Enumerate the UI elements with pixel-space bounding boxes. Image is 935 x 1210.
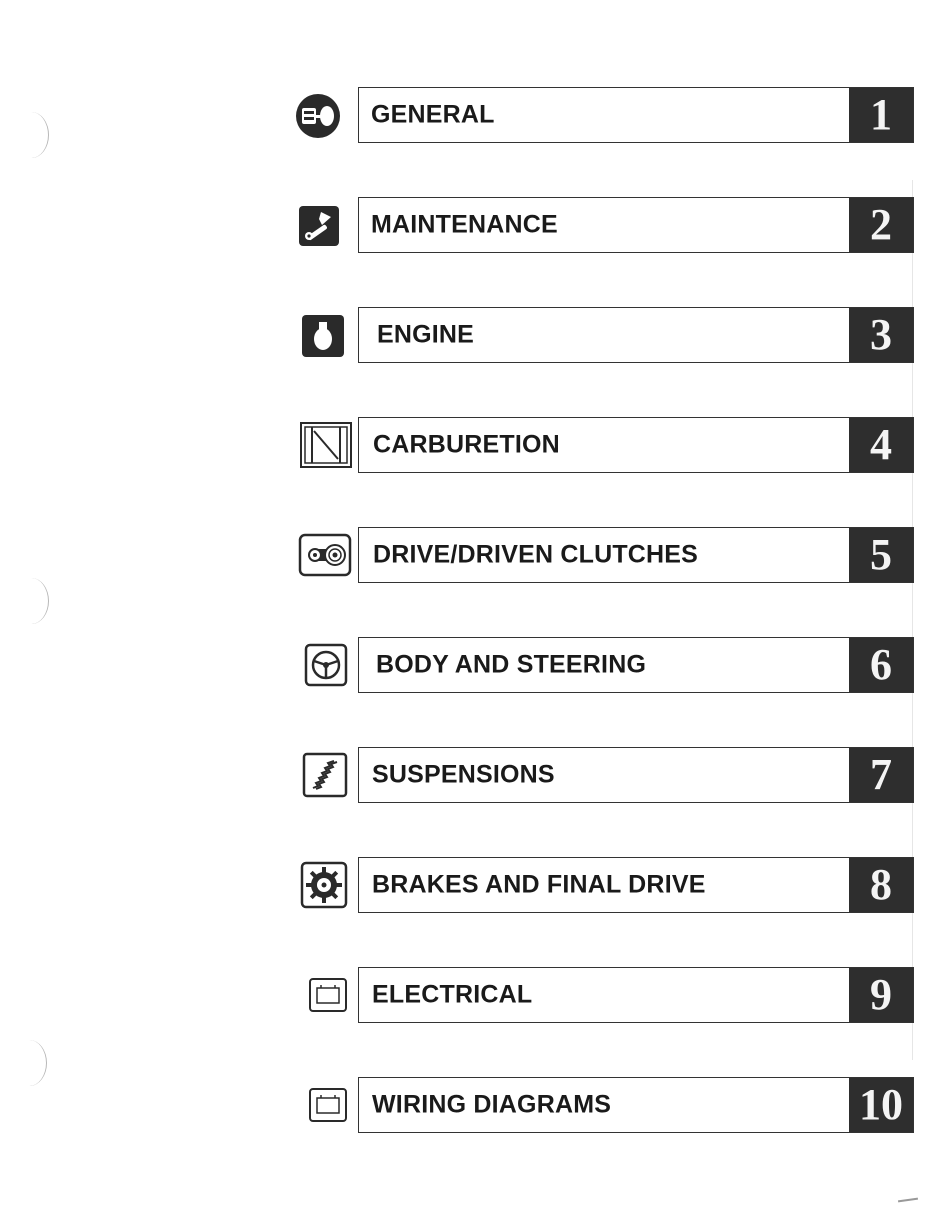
section-label: ELECTRICAL [372,980,533,1009]
section-label: SUSPENSIONS [372,760,555,789]
battery-icon [308,976,348,1014]
section-label: GENERAL [371,100,495,129]
section-row-brakes[interactable] [0,857,935,917]
section-number: 7 [849,748,913,802]
section-tab[interactable] [358,527,914,583]
section-tab[interactable] [358,197,914,253]
section-row-clutches[interactable] [0,527,935,587]
section-row-general[interactable] [0,87,935,147]
section-number: 5 [849,528,913,582]
section-label: CARBURETION [373,430,560,459]
clutches-icon [298,533,352,577]
general-icon [295,93,341,139]
section-label: MAINTENANCE [371,210,558,239]
section-tab[interactable] [358,637,914,693]
section-label: DRIVE/DRIVEN CLUTCHES [373,540,699,569]
section-tab[interactable] [358,967,914,1023]
section-label: WIRING DIAGRAMS [372,1090,612,1119]
section-label: BRAKES AND FINAL DRIVE [372,870,706,899]
steering-wheel-icon [304,643,348,687]
section-number: 8 [849,858,913,912]
section-tab[interactable] [358,747,914,803]
section-tab[interactable] [358,1077,914,1133]
section-tab[interactable] [358,857,914,913]
section-tab[interactable] [358,87,914,143]
section-number: 2 [849,198,913,252]
section-number: 9 [849,968,913,1022]
section-row-wiring-diagrams[interactable] [0,1077,935,1137]
carburetion-icon [299,421,353,469]
section-label: ENGINE [377,320,475,349]
section-row-maintenance[interactable] [0,197,935,257]
section-tab[interactable] [358,307,914,363]
section-number: 4 [849,418,913,472]
section-row-body-steering[interactable] [0,637,935,697]
maintenance-icon [297,204,341,248]
section-tab[interactable] [358,417,914,473]
sprocket-icon [300,861,348,909]
section-number: 10 [849,1078,913,1132]
engine-icon [300,313,346,359]
section-row-electrical[interactable] [0,967,935,1027]
section-number: 6 [849,638,913,692]
section-row-engine[interactable] [0,307,935,367]
battery-icon [308,1086,348,1124]
section-number: 3 [849,308,913,362]
section-label: BODY AND STEERING [376,650,647,679]
section-number: 1 [849,88,913,142]
section-row-carburetion[interactable] [0,417,935,477]
spring-icon [302,752,348,798]
section-row-suspensions[interactable] [0,747,935,807]
